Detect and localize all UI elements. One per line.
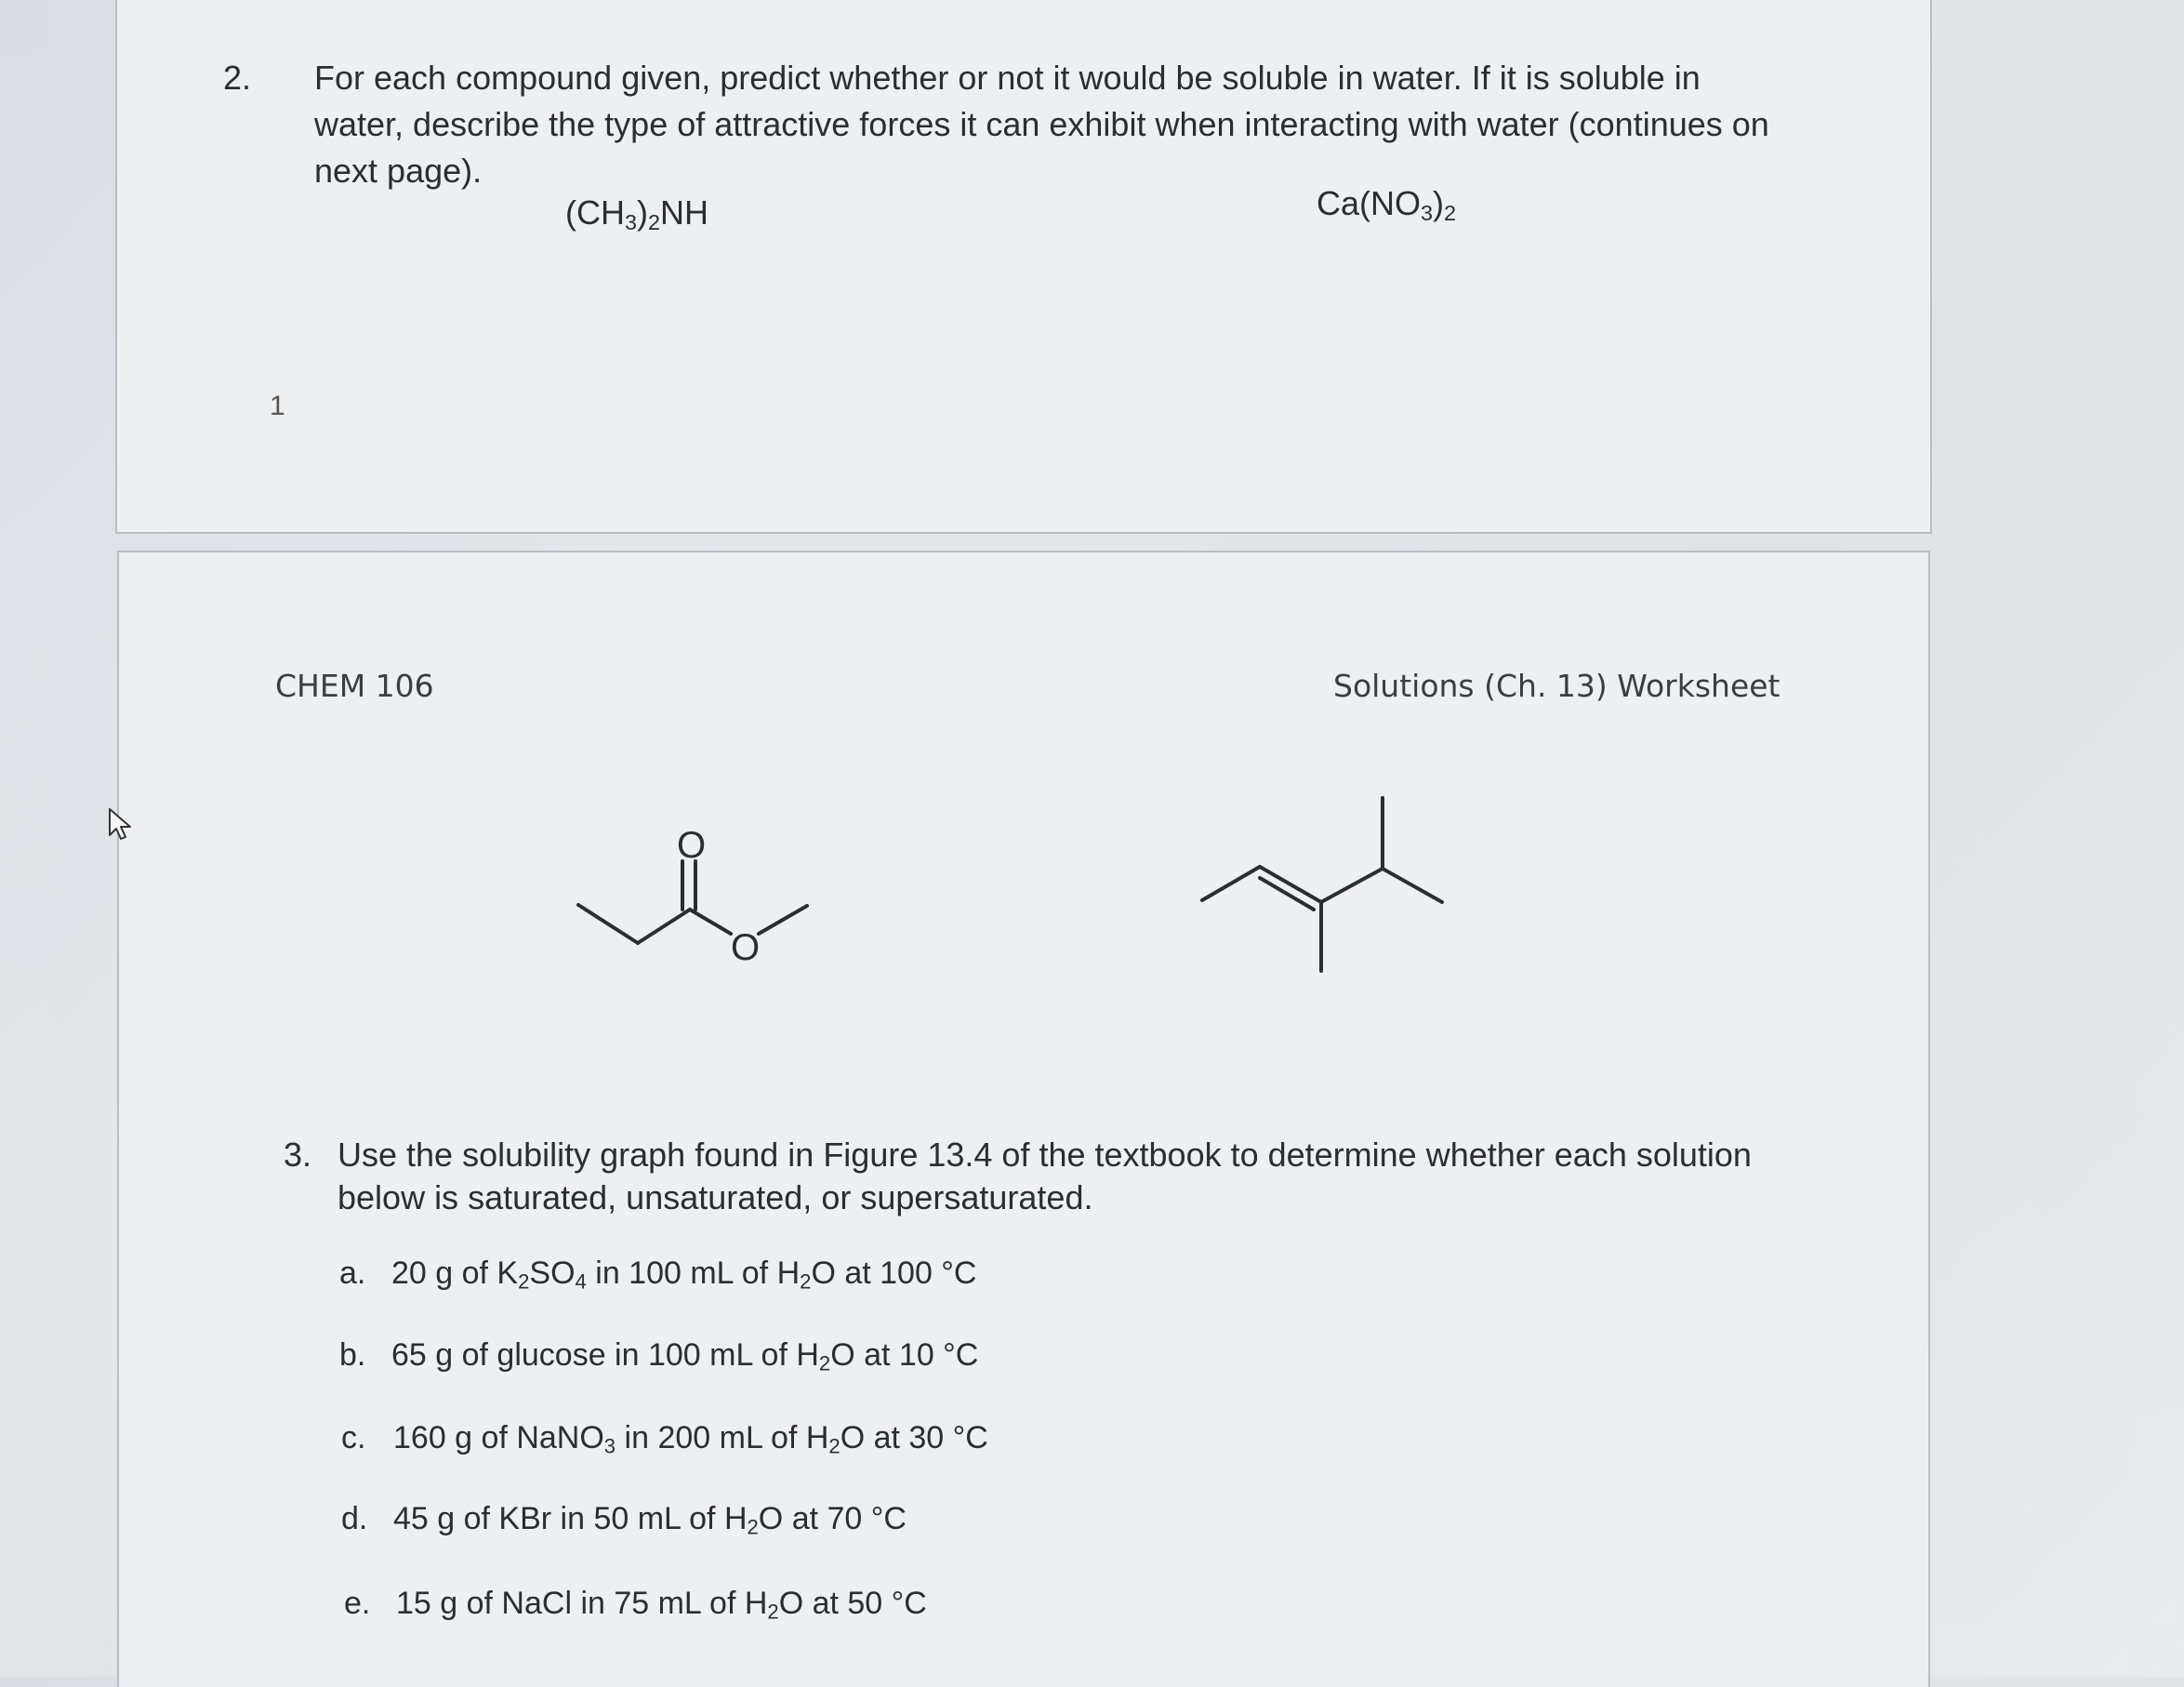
item-letter: d. xyxy=(341,1501,368,1536)
question-2-line-3: next page). xyxy=(314,152,483,190)
text-part: 65 g of glucose in 100 mL of H xyxy=(391,1337,819,1373)
page-number: 1 xyxy=(270,391,285,421)
formula-sub: 3 xyxy=(624,209,637,234)
formula-sub: 2 xyxy=(648,209,661,234)
item-text xyxy=(393,1420,988,1456)
item-letter: c. xyxy=(341,1420,366,1455)
question-3 xyxy=(284,1133,1864,1235)
item-text xyxy=(393,1501,907,1537)
question-3-number: 3. xyxy=(284,1136,312,1174)
formula-sub: 3 xyxy=(1421,200,1434,225)
formula-part: (CH xyxy=(565,193,625,232)
formula-part: ) xyxy=(1433,184,1445,222)
formula-part: ) xyxy=(637,193,648,232)
bond xyxy=(759,906,807,934)
item-letter: e. xyxy=(344,1586,371,1621)
text-sub: 2 xyxy=(800,1269,812,1294)
item-text xyxy=(396,1586,927,1622)
question-3-line-1: Use the solubility graph found in Figure 13.4 of the textbook to determine whether each solution xyxy=(338,1136,1752,1174)
course-code: CHEM 106 xyxy=(275,668,434,704)
methyl-propanoate-structure xyxy=(567,818,846,1004)
text-part: O at 10 °C xyxy=(830,1337,979,1373)
text-part: O at 70 °C xyxy=(758,1501,907,1536)
item-letter: b. xyxy=(339,1337,366,1373)
mouse-pointer-icon xyxy=(106,807,136,841)
carbonyl-oxygen-label: O xyxy=(677,825,707,866)
compound-dimethylamine xyxy=(565,193,708,232)
question-3-line-2: below is saturated, unsaturated, or supersaturated. xyxy=(338,1178,1093,1216)
text-sub: 2 xyxy=(767,1600,779,1624)
formula-part: Ca(NO xyxy=(1317,184,1422,222)
text-part: 20 g of K xyxy=(391,1255,519,1291)
bond xyxy=(690,910,731,934)
formula-sub: 2 xyxy=(1444,200,1457,225)
formula-part: NH xyxy=(660,193,709,232)
text-part: SO xyxy=(529,1255,576,1291)
text-part: 45 g of KBr in 50 mL of H xyxy=(393,1501,748,1536)
text-sub: 2 xyxy=(747,1515,759,1539)
compound-calcium-nitrate xyxy=(1317,184,1456,223)
bond xyxy=(578,905,638,943)
text-part: 15 g of NaCl in 75 mL of H xyxy=(396,1586,768,1621)
worksheet-title: Solutions (Ch. 13) Worksheet xyxy=(1333,668,1780,704)
worksheet-page-2 xyxy=(117,551,1930,1687)
question-2-line-2: water, describe the type of attractive forces it can exhibit when interacting with water (continues on xyxy=(314,105,1769,143)
item-letter: a. xyxy=(339,1255,366,1291)
text-part: in 100 mL of H xyxy=(586,1255,801,1291)
bond xyxy=(1321,869,1383,902)
text-part: 160 g of NaNO xyxy=(393,1420,604,1455)
text-sub: 2 xyxy=(518,1269,530,1294)
text-part: O at 30 °C xyxy=(840,1420,988,1455)
bond xyxy=(1202,867,1260,900)
text-sub: 3 xyxy=(603,1434,616,1458)
bond xyxy=(1383,869,1442,902)
ether-oxygen-label: O xyxy=(731,927,761,968)
question-2-line-1: For each compound given, predict whether or not it would be soluble in water. If it is soluble in xyxy=(314,59,1701,97)
text-sub: 2 xyxy=(818,1351,831,1375)
item-text xyxy=(391,1255,976,1292)
bond xyxy=(638,910,690,943)
text-part: O at 100 °C xyxy=(811,1255,977,1291)
item-text xyxy=(391,1337,978,1374)
text-part: in 200 mL of H xyxy=(615,1420,829,1455)
text-part: O at 50 °C xyxy=(778,1586,927,1621)
alkene-structure xyxy=(1195,790,1474,995)
text-sub: 4 xyxy=(575,1269,587,1294)
question-2-number: 2. xyxy=(223,59,252,97)
text-sub: 2 xyxy=(828,1434,841,1458)
